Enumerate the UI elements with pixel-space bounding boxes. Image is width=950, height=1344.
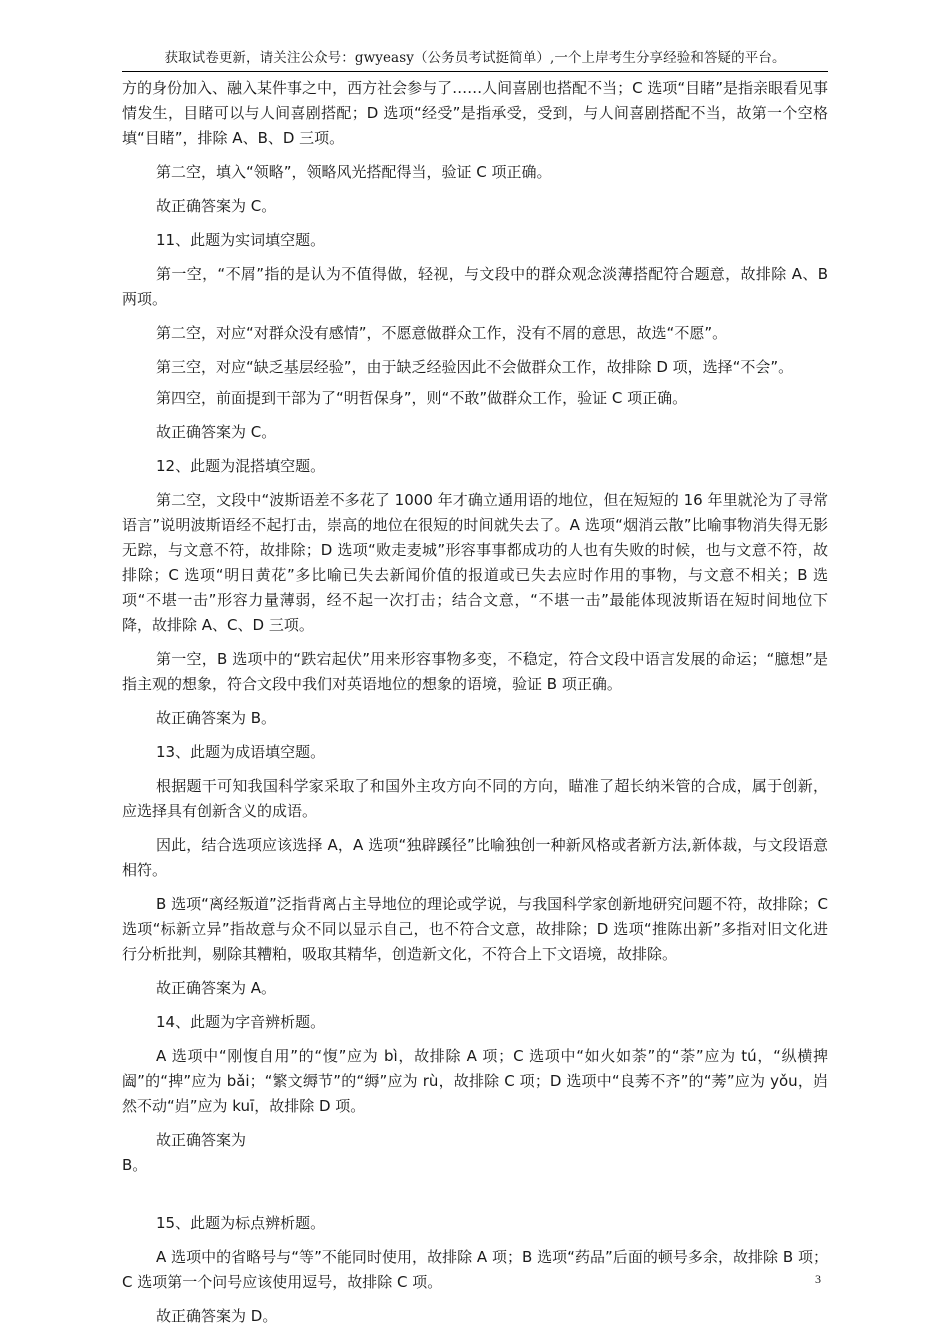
- paragraph: 第二空，填入“领略”，领略风光搭配得当，验证 C 项正确。: [156, 163, 552, 181]
- paragraph: 第三空，对应“缺乏基层经验”，由于缺乏经验因此不会做群众工作，故排除 D 项，选择“不会”。: [156, 358, 794, 376]
- paragraph: 故正确答案为 C。: [156, 197, 277, 215]
- paragraph: 第一空，“不屑”指的是认为不值得做，轻视，与文段中的群众观念淡薄搭配符合题意，故排除 A、B 两项。: [122, 265, 828, 308]
- paragraph: 故正确答案为 B。: [156, 709, 277, 727]
- paragraph: 故正确答案为 C。: [156, 423, 277, 441]
- question-heading: 15、此题为标点辨析题。: [156, 1214, 326, 1232]
- paragraph: 第四空，前面提到干部为了“明哲保身”，则“不敢”做群众工作，验证 C 项正确。: [156, 389, 688, 407]
- question-heading: 14、此题为字音辨析题。: [156, 1013, 326, 1031]
- paragraph: 故正确答案为 D。: [156, 1307, 278, 1325]
- paragraph: B 选项“离经叛道”泛指背离占主导地位的理论或学说，与我国科学家创新地研究问题不符，故排除；C 选项“标新立异”指故意与众不同以显示自己，也不符合文意，故排除；D 选项“推陈出新”多指对旧文化进行分析批判，剔除其糟粕，吸取其精华，创造新文化，不符合上下文语境，故排除。: [122, 895, 828, 963]
- question-heading: 12、此题为混搭填空题。: [156, 457, 326, 475]
- question-heading: 11、此题为实词填空题。: [156, 231, 326, 249]
- question-heading: 13、此题为成语填空题。: [156, 743, 326, 761]
- paragraph: 方的身份加入、融入某件事之中，西方社会参与了……人间喜剧也搭配不当；C 选项“目睹”是指亲眼看见事情发生，目睹可以与人间喜剧搭配；D 选项“经受”是指承受，受到，与人间喜剧搭配不当，故第一个空格填“目睹”，排除 A、B、D 三项。: [122, 79, 828, 147]
- document-body: [122, 76, 828, 1329]
- paragraph: 故正确答案为 A。: [156, 979, 277, 997]
- paragraph: 根据题干可知我国科学家采取了和国外主攻方向不同的方向，瞄准了超长纳米管的合成，属于创新，应选择具有创新含义的成语。: [122, 777, 828, 820]
- paragraph: 第二空，对应“对群众没有感情”，不愿意做群众工作，没有不屑的意思，故选“不愿”。: [156, 324, 728, 342]
- page-number: 3: [815, 1272, 821, 1286]
- paragraph: 因此，结合选项应该选择 A，A 选项“独辟蹊径”比喻独创一种新风格或者新方法,新体裁，与文段语意相符。: [122, 836, 828, 879]
- paragraph: 第二空，文段中“波斯语差不多花了 1000 年才确立通用语的地位，但在短短的 16 年里就沦为了寻常语言”说明波斯语经不起打击，崇高的地位在很短的时间就失去了。A 选项“烟消云散”比喻事物消失得无影无踪，与文意不符，故排除；D 选项“败走麦城”形容事事都成功的人也有失败的时候，也与文意不符，故排除；C 选项“明日黄花”多比喻已失去新闻价值的报道或已失去应时作用的事物，与文意不相关；B 选项“不堪一击”形容力量薄弱，经不起一次打击；结合文意，“不堪一击”最能体现波斯语在短时间地位下降，故排除 A、C、D 三项。: [122, 491, 828, 634]
- paragraph: 第一空，B 选项中的“跌宕起伏”用来形容事物多变，不稳定，符合文段中语言发展的命运；“臆想”是指主观的想象，符合文段中我们对英语地位的想象的语境，验证 B 项正确。: [122, 650, 828, 693]
- paragraph: 故正确答案为: [156, 1131, 247, 1149]
- paragraph: A 选项中的省略号与“等”不能同时使用，故排除 A 项；B 选项“药品”后面的顿号多余，故排除 B 项；C 选项第一个问号应该使用逗号，故排除 C 项。: [122, 1248, 828, 1291]
- paragraph: B。: [122, 1156, 148, 1174]
- page-header: 获取试卷更新，请关注公众号：gwyeasy（公务员考试挺简单）,一个上岸考生分享经验和答疑的平台。: [164, 50, 786, 66]
- paragraph: A 选项中“刚愎自用”的“愎”应为 bì，故排除 A 项；C 选项中“如火如荼”的“荼”应为 tú，“纵横捭阖”的“捭”应为 bǎi；“繁文缛节”的“缛”应为 rù，故排除 C 项；D 选项中“良莠不齐”的“莠”应为 yǒu，岿然不动“岿”应为 kuī，故排除 D 项。: [122, 1047, 828, 1115]
- header-rule: [122, 71, 828, 72]
